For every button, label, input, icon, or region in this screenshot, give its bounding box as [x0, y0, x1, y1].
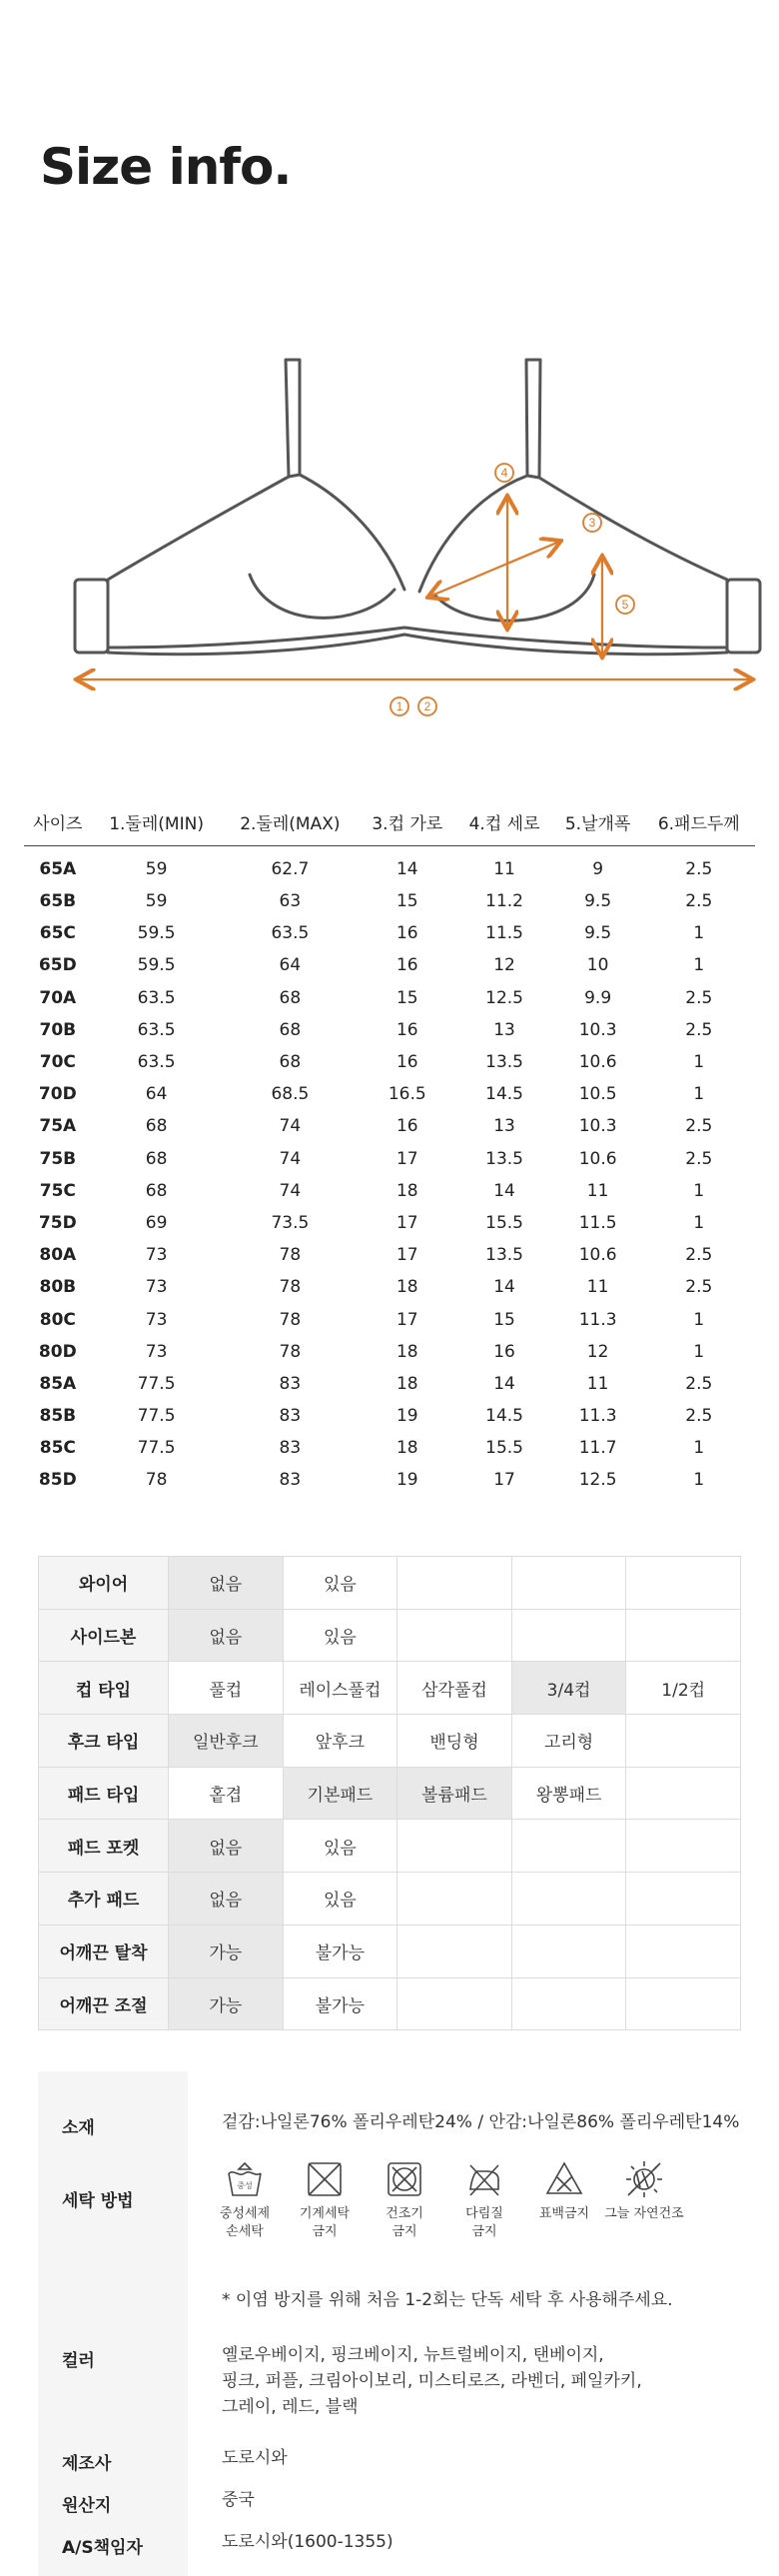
measurement-cell: 11.3 — [578, 1309, 617, 1330]
spec-label: 패드 타입 — [39, 1767, 169, 1820]
measurement-cell: 19 — [395, 1470, 418, 1491]
measurement-cell: 2.5 — [685, 1406, 713, 1427]
size-table-header-cell: 1.둘레(MIN) — [92, 799, 222, 845]
measurement-cell: 14 — [395, 859, 418, 880]
measurement-cell: 2.5 — [685, 1019, 713, 1040]
measurement-cell: 83 — [279, 1438, 302, 1459]
color-label: 컬러 — [62, 2351, 95, 2371]
size-cell: 85A — [39, 1373, 77, 1394]
spec-row — [39, 1609, 741, 1662]
measurement-cell: 78 — [279, 1245, 302, 1266]
spec-option: 불가능 — [283, 1977, 397, 2030]
no-bleach-icon: 표백금지 — [519, 2159, 609, 2223]
size-cell: 85D — [38, 1470, 77, 1491]
bra-outline — [75, 360, 760, 654]
spec-option — [397, 1609, 512, 1662]
size-table-row — [24, 1078, 755, 1110]
spec-option-selected: 가능 — [169, 1977, 284, 2030]
measurement-cell: 16.5 — [388, 1084, 426, 1105]
neutral-detergent-handwash-icon: 중성 중성세제 손세탁 — [200, 2159, 290, 2241]
spec-option: 있음 — [283, 1557, 397, 1610]
measurement-cell: 68 — [145, 1148, 168, 1169]
size-table-row — [24, 1464, 755, 1496]
measurement-cell: 68 — [279, 1019, 302, 1040]
measurement-cell: 59.5 — [137, 955, 176, 976]
size-cell: 65B — [39, 891, 77, 912]
spec-row — [39, 1557, 741, 1610]
measurement-cell: 16 — [395, 1116, 418, 1137]
spec-option: 삼각풀컵 — [397, 1662, 512, 1715]
measurement-cell: 2.5 — [685, 859, 713, 880]
size-table-row — [24, 885, 755, 917]
maker-label: 제조사 — [62, 2454, 112, 2474]
spec-label: 어깨끈 조절 — [39, 1977, 169, 2030]
size-cell: 70D — [38, 1084, 77, 1105]
measurement-cell: 11.5 — [485, 923, 523, 944]
measurement-cell: 68.5 — [271, 1084, 310, 1105]
measurement-cell: 59 — [145, 891, 168, 912]
measurement-cell: 15 — [493, 1309, 515, 1330]
measurement-cell: 10.3 — [578, 1019, 617, 1040]
size-table-row — [24, 1239, 755, 1271]
measurement-cell: 83 — [279, 1470, 302, 1491]
measurement-cell: 1 — [693, 955, 705, 976]
measurement-cell: 68 — [279, 1052, 302, 1073]
measurement-cell: 69 — [145, 1212, 168, 1233]
spec-option — [626, 1609, 741, 1662]
no-iron-icon: 다림질 금지 — [439, 2159, 529, 2241]
measurement-cell: 73 — [145, 1309, 168, 1330]
spec-option: 왕뽕패드 — [511, 1767, 626, 1820]
spec-row — [39, 1977, 741, 2030]
size-cell: 75B — [39, 1148, 77, 1169]
spec-option-selected: 일반후크 — [169, 1715, 284, 1768]
spec-label: 후크 타입 — [39, 1715, 169, 1768]
measurement-cell: 78 — [145, 1470, 168, 1491]
size-cell: 75D — [38, 1212, 77, 1233]
measurement-cell: 15 — [395, 891, 418, 912]
spec-option: 앞후크 — [283, 1715, 397, 1768]
measurement-cell: 1 — [693, 1180, 705, 1201]
measurement-cell: 2.5 — [685, 1116, 713, 1137]
measurement-cell: 63.5 — [137, 987, 176, 1008]
measurement-cell: 16 — [493, 1341, 515, 1362]
spec-row — [39, 1662, 741, 1715]
spec-option — [626, 1767, 741, 1820]
measurement-cell: 62.7 — [271, 859, 310, 880]
measurement-cell: 9.9 — [584, 987, 612, 1008]
size-cell: 65A — [39, 859, 77, 880]
size-cell: 80C — [39, 1309, 76, 1330]
size-table-header-cell: 사이즈 — [24, 799, 92, 845]
measurement-cell: 15 — [395, 987, 418, 1008]
measurement-cell: 18 — [395, 1180, 418, 1201]
measurement-cell: 78 — [279, 1277, 302, 1298]
spec-label: 어깨끈 탈착 — [39, 1925, 169, 1977]
measurement-cell: 73 — [145, 1277, 168, 1298]
measurement-cell: 11 — [493, 859, 515, 880]
measurement-cell: 68 — [145, 1116, 168, 1137]
no-machine-wash-icon: 기계세탁 금지 — [280, 2159, 370, 2241]
spec-option — [511, 1820, 626, 1873]
measurement-cell: 73 — [145, 1341, 168, 1362]
measurement-cell: 10.5 — [578, 1084, 617, 1105]
measurement-cell: 18 — [395, 1341, 418, 1362]
size-cell: 70B — [39, 1019, 77, 1040]
measurement-cell: 59 — [145, 859, 168, 880]
spec-option: 불가능 — [283, 1925, 397, 1977]
measurement-cell: 14.5 — [485, 1084, 523, 1105]
size-table-row — [24, 917, 755, 949]
size-table-header — [24, 799, 755, 845]
size-table-row — [24, 845, 755, 885]
measurement-cell: 2.5 — [685, 1277, 713, 1298]
size-table-row — [24, 1110, 755, 1142]
measurement-cell: 2.5 — [685, 1148, 713, 1169]
size-cell: 75A — [39, 1116, 77, 1137]
measurement-cell: 17 — [395, 1212, 418, 1233]
measurement-cell: 17 — [395, 1309, 418, 1330]
measurement-cell: 1 — [693, 1309, 705, 1330]
measurement-arrows — [78, 498, 751, 679]
measurement-cell: 1 — [693, 923, 705, 944]
measurement-cell: 74 — [279, 1180, 302, 1201]
size-cell: 65C — [39, 923, 76, 944]
size-cell: 70A — [39, 987, 77, 1008]
size-cell: 75C — [39, 1180, 76, 1201]
measurement-cell: 2.5 — [685, 891, 713, 912]
measurement-cell: 12 — [493, 955, 515, 976]
marker-1: 1 — [395, 699, 403, 713]
spec-option — [397, 1557, 512, 1610]
spec-option — [511, 1557, 626, 1610]
measurement-cell: 1 — [693, 1470, 705, 1491]
spec-option — [626, 1977, 741, 2030]
size-table-row — [24, 1303, 755, 1335]
measurement-cell: 13.5 — [485, 1052, 523, 1073]
measurement-cell: 64 — [145, 1084, 168, 1105]
measurement-cell: 9 — [592, 859, 604, 880]
size-table-row — [24, 1014, 755, 1046]
size-table-row — [24, 1400, 755, 1432]
marker-3: 3 — [588, 516, 596, 530]
care-label: 세탁 방법 — [62, 2191, 134, 2211]
spec-option — [397, 1925, 512, 1977]
spec-option — [511, 1925, 626, 1977]
measurement-cell: 1 — [693, 1084, 705, 1105]
measurement-cell: 15.5 — [485, 1212, 523, 1233]
size-table-row — [24, 1368, 755, 1400]
measurement-cell: 68 — [145, 1180, 168, 1201]
measurement-cell: 10.6 — [578, 1148, 617, 1169]
measurement-cell: 10 — [586, 955, 609, 976]
measurement-cell: 63 — [279, 891, 302, 912]
measurement-cell: 9.5 — [584, 891, 612, 912]
spec-option — [511, 1609, 626, 1662]
measurement-cell: 59.5 — [137, 923, 176, 944]
spec-option — [626, 1925, 741, 1977]
measurement-cell: 1 — [693, 1212, 705, 1233]
measurement-cell: 77.5 — [137, 1438, 176, 1459]
measurement-cell: 63.5 — [271, 923, 310, 944]
spec-row — [39, 1767, 741, 1820]
spec-option — [511, 1873, 626, 1926]
spec-option: 1/2컵 — [626, 1662, 741, 1715]
size-table-header-cell: 6.패드두께 — [643, 799, 755, 845]
measurement-cell: 11 — [586, 1180, 609, 1201]
size-cell: 85B — [39, 1406, 77, 1427]
measurement-cell: 16 — [395, 1019, 418, 1040]
measurement-cell: 9.5 — [584, 923, 612, 944]
spec-label: 추가 패드 — [39, 1873, 169, 1926]
measurement-cell: 63.5 — [137, 1052, 176, 1073]
size-cell: 70C — [39, 1052, 76, 1073]
size-cell: 80D — [38, 1341, 77, 1362]
spec-option — [397, 1977, 512, 2030]
spec-option: 풀컵 — [169, 1662, 284, 1715]
measurement-cell: 13.5 — [485, 1245, 523, 1266]
spec-option — [626, 1820, 741, 1873]
spec-option-selected: 없음 — [169, 1609, 284, 1662]
svg-text:중성: 중성 — [237, 2181, 253, 2190]
spec-option: 홑겹 — [169, 1767, 284, 1820]
spec-option — [511, 1977, 626, 2030]
spec-option-selected: 기본패드 — [283, 1767, 397, 1820]
measurement-cell: 78 — [279, 1309, 302, 1330]
measurement-cell: 68 — [279, 987, 302, 1008]
measurement-cell: 13 — [493, 1116, 515, 1137]
spec-option — [626, 1557, 741, 1610]
marker-5: 5 — [621, 598, 629, 612]
spec-row — [39, 1873, 741, 1926]
measurement-cell: 17 — [493, 1470, 515, 1491]
size-table — [24, 799, 755, 1497]
size-table-row — [24, 1175, 755, 1207]
measurement-cell: 17 — [395, 1148, 418, 1169]
size-cell: 85C — [39, 1438, 76, 1459]
size-table-row — [24, 1271, 755, 1303]
spec-option-selected: 가능 — [169, 1925, 284, 1977]
spec-row — [39, 1715, 741, 1768]
measurement-cell: 14 — [493, 1180, 515, 1201]
measurement-cell: 16 — [395, 955, 418, 976]
maker-value: 도로시와 — [222, 2448, 288, 2468]
measurement-cell: 74 — [279, 1148, 302, 1169]
measurement-cell: 1 — [693, 1341, 705, 1362]
measurement-cell: 11.3 — [578, 1406, 617, 1427]
spec-label: 패드 포켓 — [39, 1820, 169, 1873]
measurement-cell: 18 — [395, 1438, 418, 1459]
marker-4: 4 — [500, 466, 508, 480]
measurement-cell: 17 — [395, 1245, 418, 1266]
measurement-cell: 12.5 — [485, 987, 523, 1008]
measurement-cell: 14 — [493, 1277, 515, 1298]
measurement-cell: 10.6 — [578, 1245, 617, 1266]
measurement-cell: 19 — [395, 1406, 418, 1427]
spec-option-selected: 없음 — [169, 1820, 284, 1873]
measurement-cell: 15.5 — [485, 1438, 523, 1459]
color-value: 옐로우베이지, 핑크베이지, 뉴트럴베이지, 탠베이지, 핑크, 퍼플, 크림아이보리, 미스티로즈, 라벤더, 페일카키, 그레이, 레드, 블랙 — [222, 2345, 642, 2417]
spec-option: 있음 — [283, 1609, 397, 1662]
bra-size-diagram — [0, 330, 779, 729]
size-table-header-cell: 2.둘레(MAX) — [222, 799, 360, 845]
measurement-cell: 14.5 — [485, 1406, 523, 1427]
measurement-cell: 1 — [693, 1052, 705, 1073]
spec-row — [39, 1820, 741, 1873]
care-icons — [219, 2159, 741, 2269]
measurement-cell: 77.5 — [137, 1373, 176, 1394]
measurement-cell: 16 — [395, 923, 418, 944]
shade-dry-icon: 그늘 자연건조 — [599, 2159, 689, 2223]
measurement-cell: 18 — [395, 1373, 418, 1394]
spec-table — [38, 1556, 741, 2030]
size-table-header-cell: 5.날개폭 — [553, 799, 643, 845]
cup-width-arrow — [429, 542, 559, 597]
spec-option: 있음 — [283, 1820, 397, 1873]
size-table-row — [24, 949, 755, 981]
spec-option-selected: 3/4컵 — [511, 1662, 626, 1715]
spec-label: 와이어 — [39, 1557, 169, 1610]
material-label: 소재 — [62, 2118, 95, 2138]
measurement-cell: 1 — [693, 1438, 705, 1459]
as-label: A/S책임자 — [62, 2538, 143, 2558]
material-value: 겉감:나일론76% 폴리우레탄24% / 안감:나일론86% 폴리우레탄14% — [222, 2112, 740, 2132]
spec-option: 밴딩형 — [397, 1715, 512, 1768]
size-table-header-cell: 3.컵 가로 — [359, 799, 455, 845]
measurement-cell: 18 — [395, 1277, 418, 1298]
origin-label: 원산지 — [62, 2496, 112, 2516]
measurement-cell: 83 — [279, 1406, 302, 1427]
size-table-header-cell: 4.컵 세로 — [455, 799, 552, 845]
spec-option — [626, 1715, 741, 1768]
measurement-cell: 77.5 — [137, 1406, 176, 1427]
size-table-row — [24, 1143, 755, 1175]
spec-option — [626, 1873, 741, 1926]
measurement-cell: 74 — [279, 1116, 302, 1137]
spec-label: 사이드본 — [39, 1609, 169, 1662]
as-value: 도로시와(1600-1355) — [222, 2532, 393, 2552]
size-table-row — [24, 1432, 755, 1464]
page-title: Size info. — [40, 138, 292, 196]
size-cell: 80A — [39, 1245, 77, 1266]
size-table-row — [24, 982, 755, 1014]
measurement-cell: 2.5 — [685, 1245, 713, 1266]
measurement-cell: 12 — [586, 1341, 609, 1362]
size-cell: 80B — [39, 1277, 77, 1298]
origin-value: 중국 — [222, 2490, 255, 2510]
product-info — [38, 2071, 741, 2576]
measurement-cell: 11.2 — [485, 891, 523, 912]
spec-row — [39, 1925, 741, 1977]
measurement-cell: 83 — [279, 1373, 302, 1394]
measurement-cell: 12.5 — [578, 1470, 617, 1491]
measurement-cell: 13.5 — [485, 1148, 523, 1169]
measurement-cell: 64 — [279, 955, 302, 976]
spec-option-selected: 없음 — [169, 1873, 284, 1926]
spec-option: 고리형 — [511, 1715, 626, 1768]
measurement-cell: 14 — [493, 1373, 515, 1394]
size-table-row — [24, 1207, 755, 1239]
care-note: * 이염 방지를 위해 처음 1-2회는 단독 세탁 후 사용해주세요. — [222, 2290, 673, 2310]
size-table-row — [24, 1336, 755, 1368]
measurement-cell: 63.5 — [137, 1019, 176, 1040]
measurement-cell: 11.5 — [578, 1212, 617, 1233]
measurement-cell: 11 — [586, 1373, 609, 1394]
measurement-cell: 2.5 — [685, 1373, 713, 1394]
no-tumble-dry-icon: 건조기 금지 — [360, 2159, 449, 2241]
spec-option — [397, 1873, 512, 1926]
spec-option: 레이스풀컵 — [283, 1662, 397, 1715]
measurement-cell: 16 — [395, 1052, 418, 1073]
measurement-cell: 13 — [493, 1019, 515, 1040]
measurement-cell: 11.7 — [578, 1438, 617, 1459]
measurement-markers — [390, 464, 634, 715]
measurement-cell: 11 — [586, 1277, 609, 1298]
spec-option — [397, 1820, 512, 1873]
spec-option-selected: 없음 — [169, 1557, 284, 1610]
size-table-row — [24, 1046, 755, 1078]
measurement-cell: 78 — [279, 1341, 302, 1362]
measurement-cell: 2.5 — [685, 987, 713, 1008]
measurement-cell: 10.6 — [578, 1052, 617, 1073]
measurement-cell: 73 — [145, 1245, 168, 1266]
measurement-cell: 73.5 — [271, 1212, 310, 1233]
marker-2: 2 — [423, 699, 431, 713]
info-label-column — [38, 2071, 188, 2576]
size-cell: 65D — [38, 955, 77, 976]
measurement-cell: 10.3 — [578, 1116, 617, 1137]
spec-option-selected: 볼륨패드 — [397, 1767, 512, 1820]
spec-option: 있음 — [283, 1873, 397, 1926]
spec-label: 컵 타입 — [39, 1662, 169, 1715]
